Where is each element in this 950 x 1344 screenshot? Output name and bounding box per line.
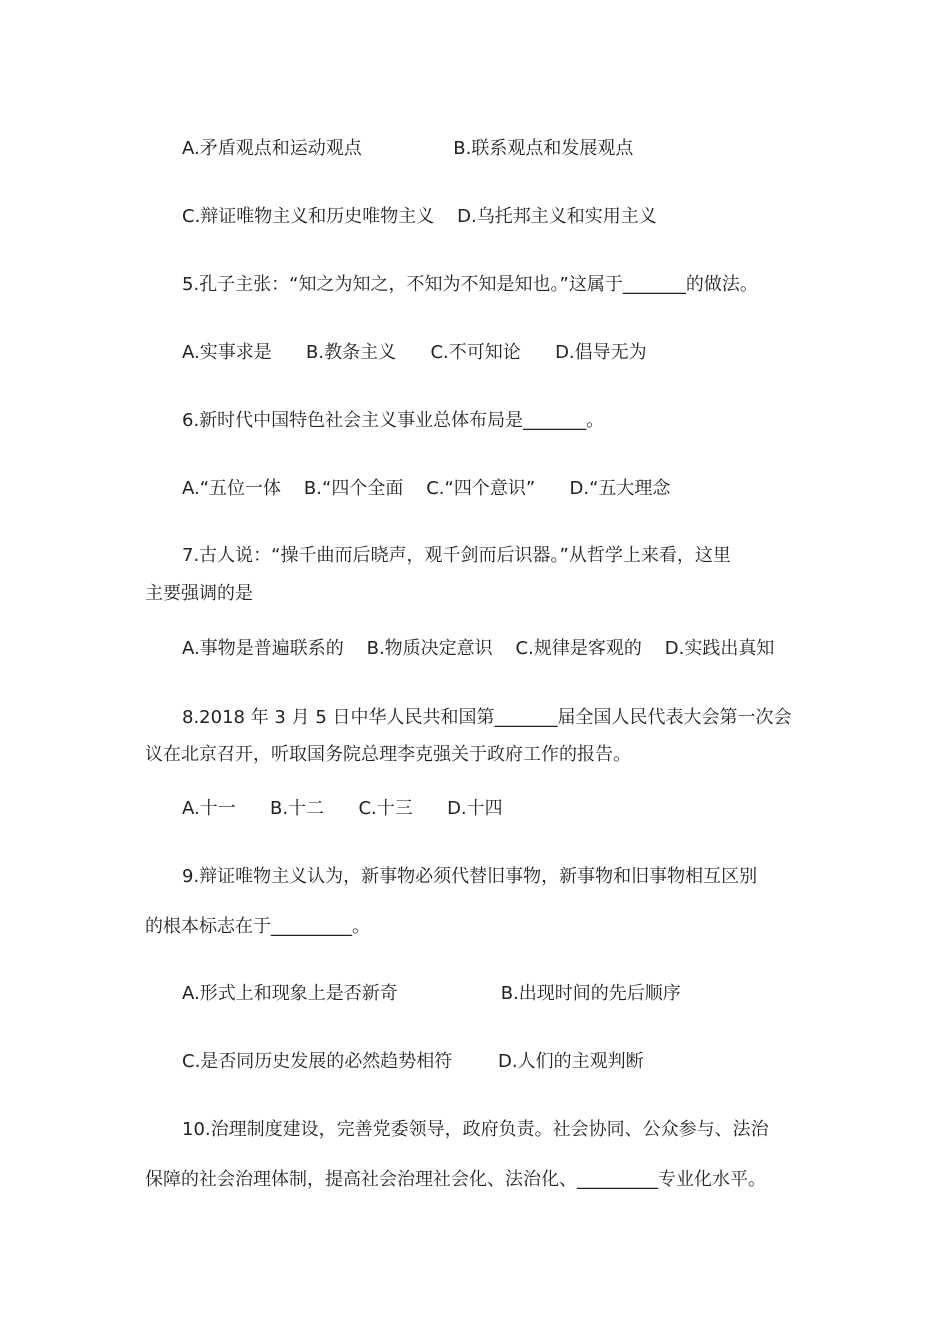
q9-stem-line2: 的根本标志在于_________。 [145,916,370,937]
q4-options-ab: A.矛盾观点和运动观点 B.联系观点和发展观点 [182,138,634,159]
q9-options-cd: C.是否同历史发展的必然趋势相符 D.人们的主观判断 [182,1051,644,1072]
q6-stem: 6.新时代中国特色社会主义事业总体布局是_______。 [182,410,605,431]
q7-stem-line2: 主要强调的是 [145,583,253,604]
q9-stem-line1: 9.辩证唯物主义认为，新事物必须代替旧事物，新事物和旧事物相互区别 [182,866,758,887]
q6-options: A.“五位一体 B.“四个全面 C.“四个意识” D.“五大理念 [182,478,671,499]
q5-stem: 5.孔子主张：“知之为知之，不知为不知是知也。”这属于_______的做法。 [182,274,758,295]
q7-stem-line1: 7.古人说：“操千曲而后晓声，观千剑而后识器。”从哲学上来看，这里 [182,545,731,566]
q4-options-cd: C.辩证唯物主义和历史唯物主义 D.乌托邦主义和实用主义 [182,206,657,227]
q8-stem-line2: 议在北京召开，听取国务院总理李克强关于政府工作的报告。 [145,744,631,765]
q10-stem-line1: 10.治理制度建设，完善党委领导，政府负责。社会协同、公众参与、法治 [182,1119,769,1140]
q10-stem-line2: 保障的社会治理体制，提高社会治理社会化、法治化、_________专业化水平。 [145,1169,766,1190]
q7-options: A.事物是普遍联系的 B.物质决定意识 C.规律是客观的 D.实践出真知 [182,638,775,659]
q9-options-ab: A.形式上和现象上是否新奇 B.出现时间的先后顺序 [182,983,681,1004]
q8-options: A.十一 B.十二 C.十三 D.十四 [182,798,503,819]
q5-options: A.实事求是 B.教条主义 C.不可知论 D.倡导无为 [182,342,647,363]
q8-stem-line1: 8.2018 年 3 月 5 日中华人民共和国第_______届全国人民代表大会第一次会 [182,707,792,728]
